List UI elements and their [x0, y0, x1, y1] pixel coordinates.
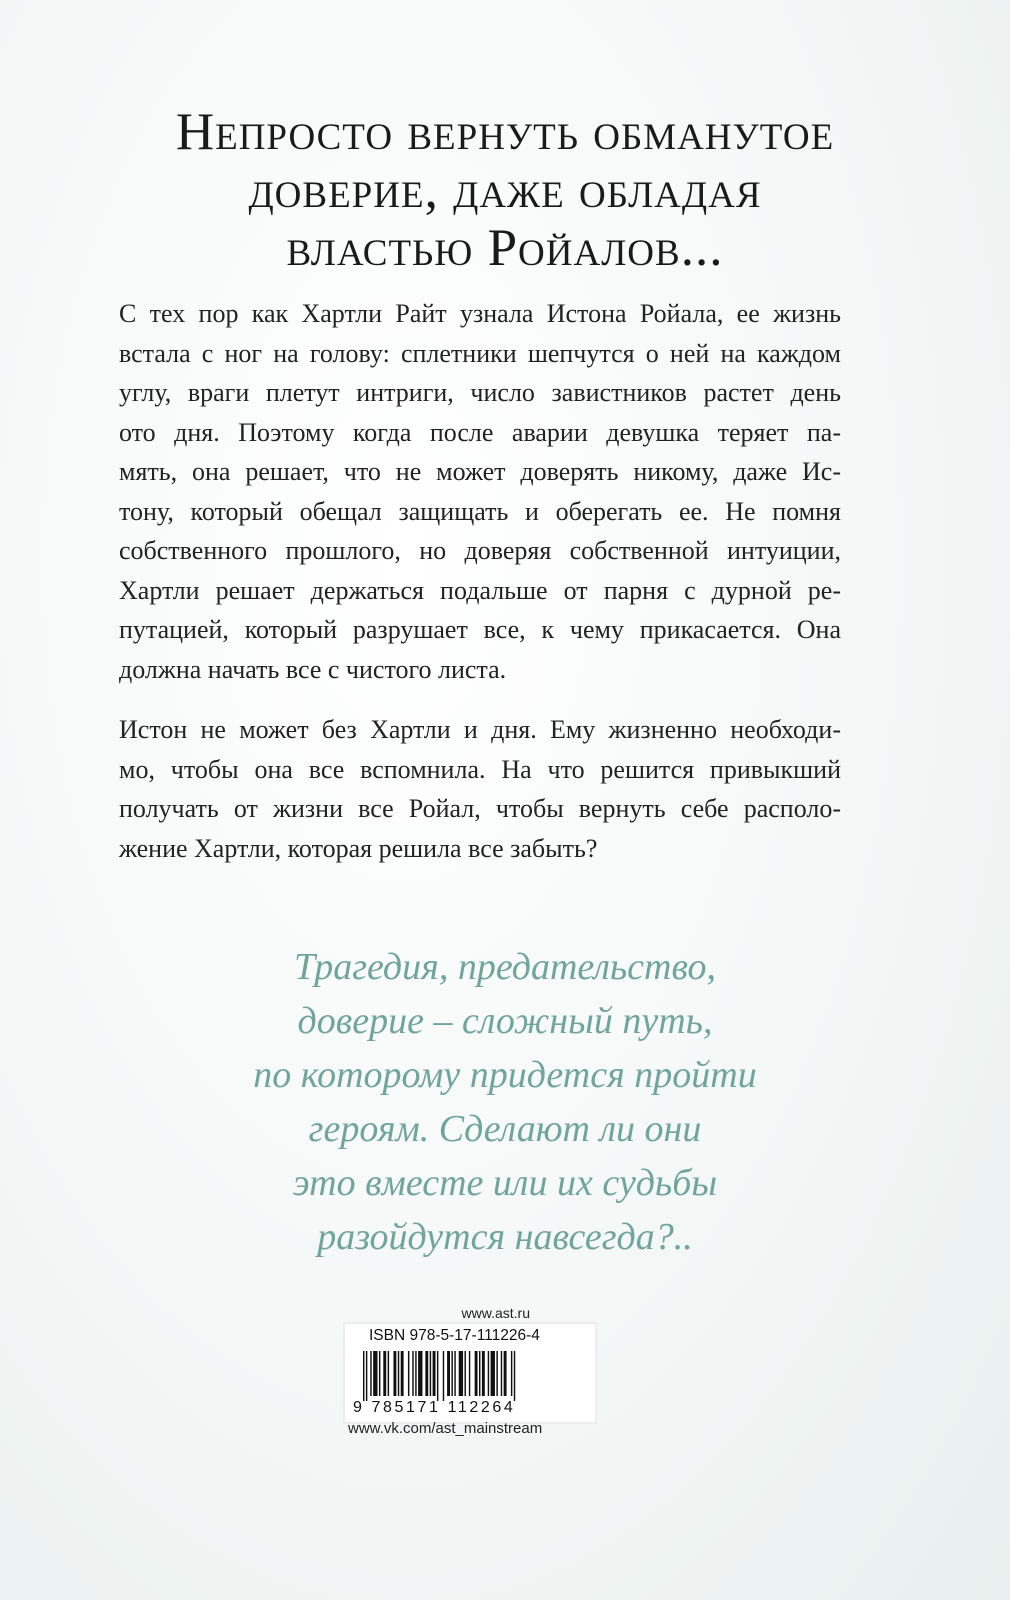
- publisher-website: www.ast.ru: [461, 1305, 530, 1321]
- headline-line: Непросто вернуть обманутое: [175, 103, 835, 161]
- barcode-bar: [415, 1351, 416, 1396]
- headline-line: властью Ройалов...: [286, 219, 724, 277]
- barcode-bar: [430, 1351, 431, 1396]
- text-line: ото дня. Поэтому когда после аварии девушка теряет па-: [119, 417, 841, 447]
- barcode-bar: [459, 1351, 463, 1396]
- barcode-bar: [501, 1351, 502, 1396]
- text-line: мо, чтобы она все вспомнила. На что решится привыкший: [119, 754, 841, 784]
- barcode-bar: [412, 1351, 413, 1396]
- barcode-bar: [469, 1351, 470, 1396]
- headline: [0, 103, 1010, 277]
- text-line: С тех пор как Хартли Райт узнала Истона Ройала, ее жизнь: [119, 299, 841, 328]
- barcode-bar: [504, 1351, 507, 1396]
- barcode-bar: [373, 1351, 377, 1396]
- barcode-bar: [418, 1351, 422, 1396]
- text-line: мять, она решает, что не может доверять никому, даже Ис-: [119, 457, 841, 486]
- text-line: собственного прошлого, но доверяя собственной интуиции,: [119, 536, 841, 565]
- description-paragraph-1: [119, 294, 841, 689]
- tagline-line: героям. Сделают ли они: [308, 1108, 702, 1150]
- barcode-bar: [482, 1351, 485, 1396]
- text-line: должна начать все с чистого листа.: [119, 654, 507, 684]
- barcode-bar: [393, 1351, 396, 1396]
- barcode-bar: [465, 1351, 466, 1396]
- barcode-box: [343, 1322, 597, 1424]
- barcode-digits: 9 785171 112264: [353, 1399, 516, 1416]
- barcode-icon: [361, 1351, 579, 1401]
- barcode-bar: [443, 1351, 444, 1401]
- barcode-bar: [447, 1351, 450, 1396]
- barcode-bar: [496, 1351, 497, 1396]
- barcode-bar: [425, 1351, 428, 1396]
- vk-link: www.vk.com/ast_mainstream: [348, 1420, 543, 1437]
- tagline-line: по которому придется пройти: [253, 1054, 757, 1096]
- barcode-bar: [475, 1351, 478, 1396]
- barcode-bar: [383, 1351, 386, 1396]
- description-paragraph-2: [119, 710, 841, 868]
- text-line: Истон не может без Хартли и дня. Ему жизненно необходи-: [119, 715, 841, 744]
- text-line: встала с ног на голову: сплетники шепчутся о ней на каждом: [119, 338, 841, 368]
- barcode-bar: [388, 1351, 389, 1396]
- text-line: получать от жизни все Ройал, чтобы вернуть себе располо-: [119, 794, 841, 823]
- barcode-bar: [511, 1351, 512, 1396]
- barcode-bar: [401, 1351, 404, 1396]
- barcode-bar: [488, 1351, 489, 1396]
- barcode-bar: [408, 1351, 409, 1396]
- headline-line: доверие, даже обладая: [248, 161, 762, 219]
- text-line: углу, враги плетут интриги, число завистников растет день: [119, 378, 841, 407]
- barcode-bar: [479, 1351, 480, 1396]
- tagline-line: Трагедия, предательство,: [294, 946, 716, 988]
- text-line: жение Хартли, которая решила все забыть?: [119, 833, 598, 863]
- barcode-bar: [363, 1351, 364, 1401]
- barcode-bar: [433, 1351, 436, 1396]
- tagline-line: доверие – сложный путь,: [297, 1000, 713, 1042]
- text-line: Хартли решает держаться подальше от парня с дурной ре-: [119, 575, 841, 605]
- tagline-line: разойдутся навсегда?..: [317, 1216, 693, 1258]
- text-line: тону, который обещал защищать и оберегать ее. Не помня: [119, 496, 841, 526]
- barcode-bar: [398, 1351, 399, 1396]
- barcode-bar: [451, 1351, 452, 1396]
- text-line: путацией, который разрушает все, к чему прикасается. Она: [119, 615, 841, 644]
- barcode-bar: [370, 1351, 371, 1396]
- tagline: [0, 940, 1010, 1264]
- barcode-bar: [514, 1351, 515, 1401]
- barcode-bar: [379, 1351, 380, 1396]
- barcode-bar: [454, 1351, 455, 1396]
- isbn-label: ISBN 978-5-17-111226-4: [369, 1327, 540, 1344]
- barcode-bar: [366, 1351, 367, 1401]
- barcode-bar: [437, 1351, 438, 1401]
- barcode-bar: [491, 1351, 495, 1396]
- tagline-line: это вместе или их судьбы: [292, 1162, 718, 1204]
